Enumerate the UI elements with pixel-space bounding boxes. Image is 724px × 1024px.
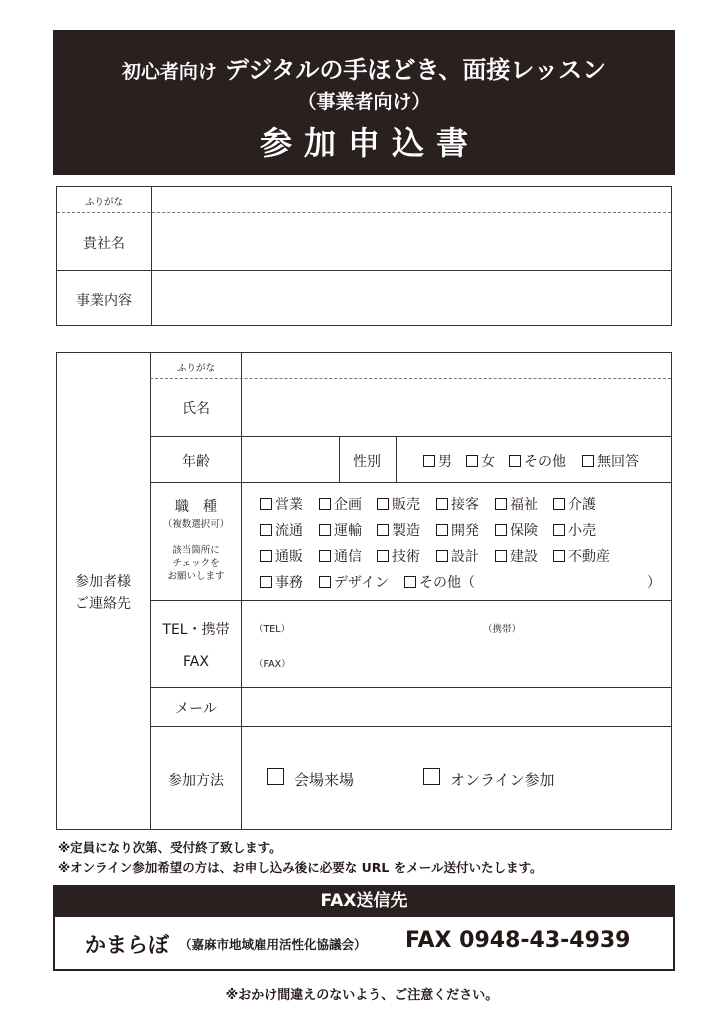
note-capacity: ※定員になり次第、受付終了致します。: [58, 840, 282, 855]
checkbox-icon: [553, 498, 565, 510]
method-label: 参加方法: [168, 773, 224, 789]
checkbox-icon: [319, 576, 331, 588]
checkbox-icon: [553, 524, 565, 536]
mobile-field[interactable]: [473, 602, 671, 642]
checkbox-icon: [436, 524, 448, 536]
job-option[interactable]: 建設: [495, 546, 538, 566]
form-header: [53, 30, 675, 175]
job-label: 職 種: [175, 499, 217, 515]
checkbox-icon: [260, 576, 272, 588]
checkbox-icon: [377, 524, 389, 536]
participant-section-label-1: 参加者様: [75, 574, 131, 590]
tel-hint: （TEL）: [254, 624, 291, 635]
fax-number: FAX 0948-43-4939: [405, 928, 631, 953]
job-option[interactable]: 小売: [553, 520, 596, 540]
org-full-name: （嘉麻市地域雇用活性化協議会）: [179, 937, 367, 952]
age-label: 年齢: [182, 454, 210, 470]
job-option[interactable]: 運輸: [319, 520, 362, 540]
job-option[interactable]: 設計: [436, 546, 479, 566]
checkbox-icon: [319, 524, 331, 536]
form-subtitle: （事業者向け）: [297, 91, 431, 113]
checkbox-icon: [553, 550, 565, 562]
business-field[interactable]: [153, 272, 669, 324]
job-option[interactable]: 技術: [377, 546, 420, 566]
checkbox-icon: [260, 524, 272, 536]
form-heading: 参加申込書: [259, 124, 480, 162]
checkbox-icon: [495, 498, 507, 510]
method-option-venue: 会場来場: [294, 771, 355, 789]
fax-section-box: [53, 917, 675, 971]
participant-furigana-field[interactable]: [243, 353, 671, 378]
participant-furigana-label: ふりがな: [176, 363, 216, 374]
job-option[interactable]: 不動産: [553, 546, 610, 566]
tel-label: TEL・携帯: [162, 622, 230, 638]
note-online: ※オンライン参加希望の方は、お申し込み後に必要な URL をメール送付いたします。: [58, 860, 543, 875]
company-furigana-field[interactable]: [153, 187, 669, 212]
gender-option-male[interactable]: 男: [423, 451, 452, 471]
participant-name-label: 氏名: [182, 401, 210, 417]
gender-option-female[interactable]: 女: [466, 451, 495, 471]
job-option[interactable]: 販売: [377, 494, 420, 514]
job-note-multiple: （複数選択可）: [162, 519, 230, 530]
checkbox-icon: [404, 576, 416, 588]
mail-label: メール: [175, 701, 217, 717]
job-option[interactable]: 開発: [436, 520, 479, 540]
method-checkbox-online[interactable]: [423, 768, 440, 785]
job-option[interactable]: 流通: [260, 520, 303, 540]
checkbox-icon: [509, 455, 521, 467]
fax-hint: （FAX）: [254, 659, 291, 670]
job-option[interactable]: 通販: [260, 546, 303, 566]
checkbox-icon: [495, 550, 507, 562]
age-field[interactable]: [243, 438, 338, 481]
checkbox-icon: [319, 550, 331, 562]
tel-field[interactable]: [243, 602, 471, 642]
title-prefix: 初心者向け: [121, 61, 217, 83]
checkbox-icon: [495, 524, 507, 536]
job-option[interactable]: 介護: [553, 494, 596, 514]
job-option-other[interactable]: その他（: [404, 572, 475, 592]
checkbox-icon: [436, 550, 448, 562]
mail-field[interactable]: [243, 689, 671, 725]
checkbox-icon: [377, 550, 389, 562]
participant-name-field[interactable]: [243, 380, 671, 435]
mobile-hint: （携帯）: [483, 624, 522, 635]
org-short-name: かまらぼ: [85, 933, 169, 957]
company-furigana-label: ふりがな: [84, 197, 124, 208]
checkbox-icon: [466, 455, 478, 467]
fax-section-band: FAX送信先: [53, 885, 675, 917]
company-name-label: 貴社名: [83, 236, 125, 252]
job-option[interactable]: 福祉: [495, 494, 538, 514]
fax-field[interactable]: [243, 644, 671, 686]
job-note-line2: チェックを: [172, 558, 220, 569]
job-option[interactable]: 保険: [495, 520, 538, 540]
method-option-online: オンライン参加: [450, 771, 555, 789]
checkbox-icon: [436, 498, 448, 510]
footer-note: ※おかけ間違えのないよう、ご注意ください。: [225, 988, 499, 1003]
gender-label: 性別: [353, 454, 381, 470]
company-table: [56, 186, 672, 326]
participant-table: [56, 352, 672, 830]
form-title: [53, 50, 675, 85]
job-option[interactable]: 事務: [260, 572, 303, 592]
checkbox-icon: [377, 498, 389, 510]
job-other-close: ）: [647, 575, 661, 591]
checkbox-icon: [260, 498, 272, 510]
business-label: 事業内容: [76, 293, 132, 309]
participant-section-label-2: ご連絡先: [75, 596, 131, 612]
checkbox-icon: [582, 455, 594, 467]
fax-label: FAX: [183, 654, 209, 670]
method-checkbox-venue[interactable]: [267, 768, 284, 785]
job-option[interactable]: 製造: [377, 520, 420, 540]
checkbox-icon: [260, 550, 272, 562]
job-option[interactable]: デザイン: [319, 572, 389, 592]
title-main: デジタルの手ほどき、面接レッスン: [224, 56, 607, 84]
company-name-field[interactable]: [153, 214, 669, 269]
job-option[interactable]: 通信: [319, 546, 362, 566]
job-note-line1: 該当箇所に: [172, 545, 220, 556]
job-option[interactable]: 接客: [436, 494, 479, 514]
gender-option-other[interactable]: その他: [509, 451, 566, 471]
gender-option-no-answer[interactable]: 無回答: [582, 451, 639, 471]
job-option[interactable]: 企画: [319, 494, 362, 514]
job-option[interactable]: 営業: [260, 494, 303, 514]
job-note-line3: お願いします: [167, 571, 225, 582]
checkbox-icon: [423, 455, 435, 467]
checkbox-icon: [319, 498, 331, 510]
